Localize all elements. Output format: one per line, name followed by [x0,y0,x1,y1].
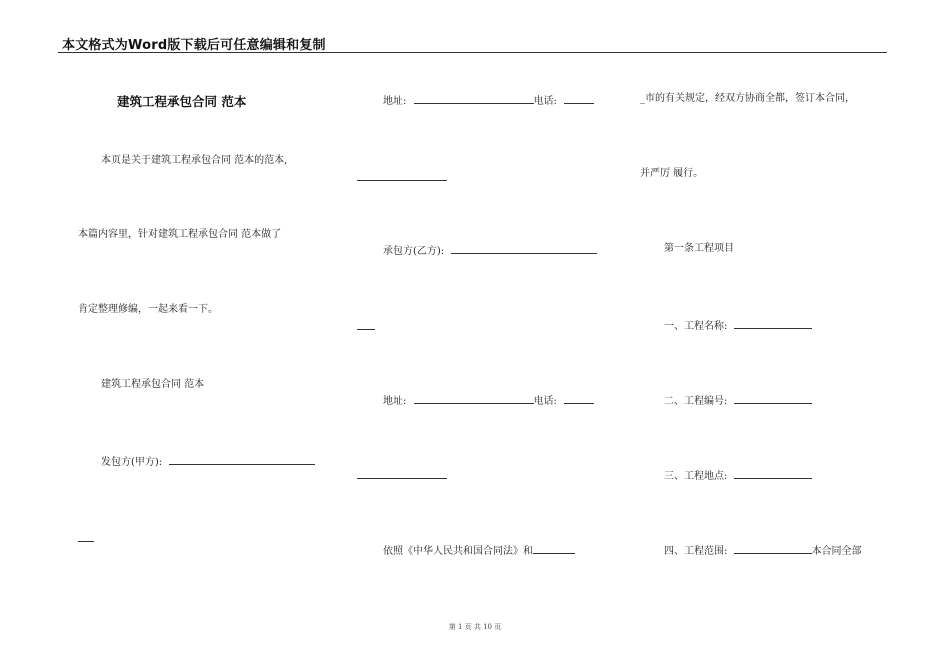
phone-label-1: 电话: [533,96,557,107]
address-phone-row-2 [383,392,594,409]
phone-continuation-blank-2 [357,467,447,479]
phone-label-2: 电话: [533,396,557,407]
party-b-row [383,242,597,259]
phone-blank-2 [564,392,594,404]
intro-paragraph-1: 本页是关于建筑工程承包合同 范本的范本, [101,155,288,166]
project-location-label: 三、工程地点: [664,471,728,482]
intro-paragraph-2: 本篇内容里，针对建筑工程承包合同 范本做了 [78,229,282,240]
project-number-blank [734,392,812,404]
intro-paragraph-3: 肯定整理修编，一起来看一下。 [78,304,218,315]
regulation-text: _市的有关规定，经双方协商全都，签订本合同， [640,93,855,104]
phone-continuation-blank-1 [357,169,447,181]
project-location-blank [734,467,812,479]
law-reference-blank [533,542,575,554]
header-title: 本文格式为Word版下载后可任意编辑和复制 [62,38,326,53]
law-reference-text: 依照《中华人民共和国合同法》和 [383,546,533,557]
project-scope-row [664,542,862,559]
address-label-2: 地址: [383,396,407,407]
project-number-row [664,392,812,409]
party-a-blank [169,453,315,465]
project-scope-suffix: 本合同全部 [811,546,862,557]
party-b-continuation-blank [357,318,375,330]
address-blank-2 [414,392,534,404]
project-scope-label: 四、工程范围: [664,546,728,557]
project-name-blank [734,317,812,329]
header-divider [58,52,887,53]
article-1-heading: 第一条工程项目 [664,243,734,254]
page-number: 第 1 页 共 10 页 [448,623,502,631]
phone-blank-1 [564,92,594,104]
fulfilment-text: 并严厉 履行。 [640,168,704,179]
document-title: 建筑工程承包合同 范本 [117,94,247,109]
party-a-continuation-blank [78,530,94,542]
party-b-blank [451,242,597,254]
address-blank-1 [414,92,534,104]
project-name-row [664,317,812,334]
address-label-1: 地址: [383,96,407,107]
party-a-label: 发包方(甲方): [101,457,163,468]
party-a-row [101,453,315,470]
project-scope-blank [734,542,812,554]
law-reference-row [383,542,575,559]
project-number-label: 二、工程编号: [664,396,728,407]
project-location-row [664,467,812,484]
party-b-label: 承包方(乙方): [383,246,445,257]
contract-subtitle: 建筑工程承包合同 范本 [101,379,205,390]
project-name-label: 一、工程名称: [664,321,728,332]
address-phone-row-1 [383,92,594,109]
